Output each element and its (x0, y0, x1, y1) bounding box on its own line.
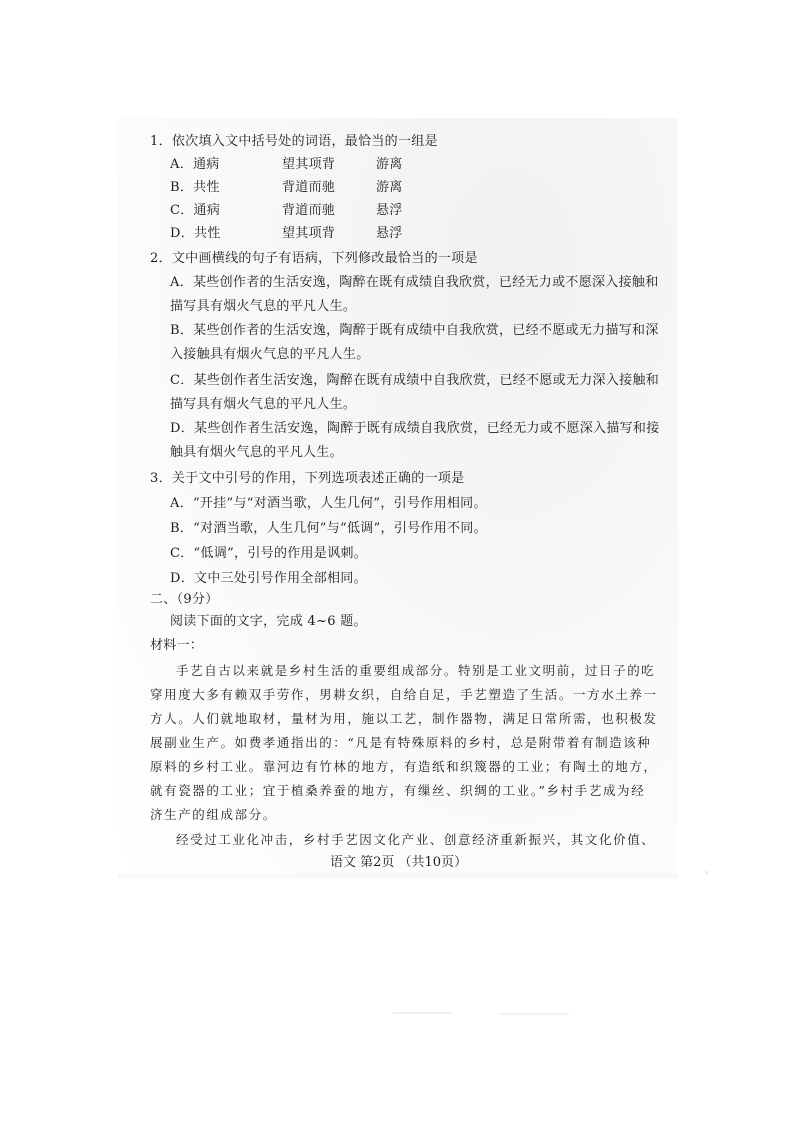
section-heading: 二、（9分） (150, 592, 219, 607)
q1-option-c-label: C．通病 (170, 203, 221, 218)
q3-option-a: A．“开挂”与“对酒当歌，人生几何”，引号作用相同。 (170, 496, 487, 511)
q1-option-d-word3: 悬浮 (376, 226, 403, 241)
q3-option-b: B．“对酒当歌，人生几何”与“低调”，引号作用不同。 (170, 521, 487, 536)
q2-option-b-line2: 入接触具有烟火气息的平凡人生。 (170, 347, 370, 362)
q1-option-c-word2: 背道而驰 (282, 203, 336, 218)
q1-option-a-label: A．通病 (170, 157, 220, 172)
q2-option-a-line1: A．某些创作者的生活安逸，陶醉在既有成绩自我欣赏，已经无力或不愿深入接触和 (170, 275, 659, 290)
paragraph-line-1: 手艺自古以来就是乡村生活的重要组成部分。特别是工业文明前，过日子的吃 (176, 663, 656, 678)
q2-option-d-line1: D．某些创作者生活安逸，陶醉于既有成绩自我欣赏，已经无力或不愿深入描写和接 (170, 421, 660, 436)
q3-stem: 3．关于文中引号的作用，下列选项表述正确的一项是 (150, 471, 465, 486)
scan-fold-edge (118, 874, 678, 880)
paragraph-line-7: 济生产的组成部分。 (150, 807, 277, 822)
paragraph-next-line: 经受过工业化冲击，乡村手艺因文化产业、创意经济重新振兴，其文化价值、 (176, 832, 656, 847)
q3-option-d: D．文中三处引号作用全部相同。 (170, 571, 367, 586)
q2-option-c-line2: 描写具有烟火气息的平凡人生。 (170, 397, 357, 412)
scan-speck (500, 1013, 570, 1015)
q1-option-d-word2: 望其项背 (282, 226, 336, 241)
q2-option-c-line1: C．某些创作者生活安逸，陶醉在既有成绩中自我欣赏，已经不愿或无力深入接触和 (170, 373, 660, 388)
page-footer: 语文 第2页 （共10页） (330, 855, 468, 870)
paragraph-line-2: 穿用度大多有赖双手劳作，男耕女织，自给自足，手艺塑造了生活。一方水土养一 (150, 687, 658, 702)
q2-option-b-line1: B．某些创作者的生活安逸，陶醉于既有成绩中自我欣赏，已经不愿或无力描写和深 (170, 323, 659, 338)
q2-stem: 2．文中画横线的句子有语病，下列修改最恰当的一项是 (150, 251, 478, 266)
paragraph-line-5: 原料的乡村工业。靠河边有竹林的地方，有造纸和织篾器的工业；有陶土的地方， (150, 759, 658, 774)
q2-option-d-line2: 触具有烟火气息的平凡人生。 (170, 445, 343, 460)
q1-option-a-word2: 望其项背 (282, 157, 336, 172)
q1-option-b-label: B．共性 (170, 180, 220, 195)
q3-option-c: C．“低调”，引号的作用是讽刺。 (170, 546, 368, 561)
q1-option-c-word3: 悬浮 (376, 203, 403, 218)
reading-instruction: 阅读下面的文字，完成 4~6 题。 (170, 614, 367, 629)
paragraph-line-4: 展副业生产。如费孝通指出的：“凡是有特殊原料的乡村，总是附带着有制造该种 (150, 735, 652, 750)
paragraph-line-3: 方人。人们就地取材，量材为用，施以工艺，制作器物，满足日常所需，也积极发 (150, 711, 658, 726)
paragraph-line-6: 就有瓷器的工业；宜于植桑养蚕的地方，有缫丝、织绸的工业。”乡村手艺成为经 (150, 783, 646, 798)
q2-option-a-line2: 描写具有烟火气息的平凡人生。 (170, 299, 357, 314)
q1-stem: 1．依次填入文中括号处的词语，最恰当的一组是 (150, 134, 438, 149)
scan-speck (392, 1012, 452, 1014)
q1-option-d-label: D．共性 (170, 226, 221, 241)
material-label: 材料一： (150, 638, 204, 653)
scan-speck (705, 871, 708, 874)
q1-option-a-word3: 游离 (376, 157, 403, 172)
q1-option-b-word2: 背道而驰 (282, 180, 336, 195)
q1-option-b-word3: 游离 (376, 180, 403, 195)
